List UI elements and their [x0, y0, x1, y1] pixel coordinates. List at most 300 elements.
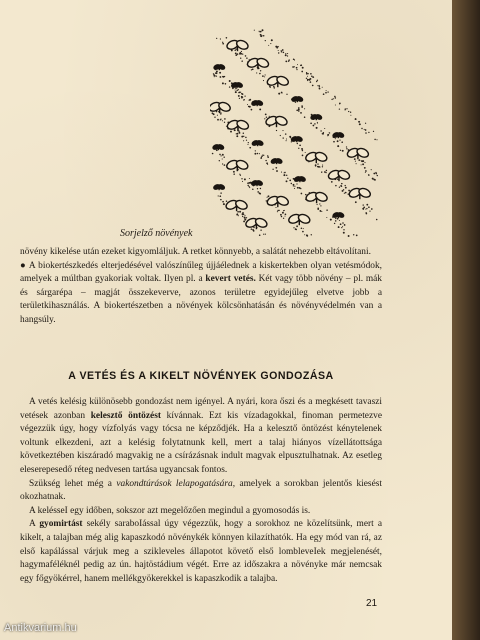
stipple-dot — [307, 73, 309, 75]
stipple-dot — [242, 93, 244, 95]
stipple-dot — [293, 186, 294, 187]
stipple-dot — [316, 127, 318, 129]
stipple-dot — [294, 66, 295, 67]
stipple-dot — [222, 154, 224, 156]
section-heading: A VETÉS ÉS A KIKELT NÖVÉNYEK GONDOZÁSA — [68, 370, 334, 382]
stipple-dot — [345, 108, 346, 109]
seedling — [327, 169, 351, 181]
stipple-dot — [235, 91, 237, 93]
stipple-dot — [365, 170, 367, 172]
seedling — [348, 187, 372, 199]
stipple-dot — [319, 203, 320, 204]
stipple-dot — [282, 92, 283, 93]
stipple-dot — [267, 197, 268, 198]
stipple-dot — [319, 88, 321, 90]
stipple-dot — [241, 51, 242, 52]
stipple-dot — [296, 225, 298, 227]
stipple-dot — [368, 132, 369, 133]
stipple-dot — [260, 34, 262, 36]
stipple-dot — [244, 219, 246, 221]
stipple-dot — [342, 150, 344, 152]
stipple-dot — [317, 85, 318, 86]
stipple-dot — [222, 163, 223, 164]
stipple-dot — [313, 125, 315, 127]
stipple-dot — [222, 43, 224, 45]
stipple-dot — [339, 108, 340, 109]
stipple-dot — [310, 73, 312, 75]
seedling — [225, 199, 249, 211]
section-paragraph-4: A gyomirtást sekély saraboIással úgy végezzük, hogy a sorokhoz ne közelítsünk, mert a kikelt, a talajban még alig kapaszkodó növénykék könnyen kilazíthatók. Ha egy mód van rá, az első kapálással várjuk meg a szikleveles állapotot követő első lombleveIek megjelenését, hagymaféléknél pedig az ún. hajtöstádium végét. Erre az időszakra a növényke már nemcsak egy főgyökérrel, hanem mellékgyökerekkel is kapaszkodik a talajba. — [20, 519, 382, 584]
stipple-dot — [259, 73, 261, 75]
stipple-dot — [276, 170, 278, 172]
stipple-dot — [246, 140, 247, 141]
stipple-dot — [365, 209, 366, 210]
stipple-dot — [251, 228, 253, 230]
stipple-dot — [281, 50, 282, 51]
stipple-dot — [334, 223, 335, 224]
stipple-dot — [289, 136, 291, 138]
stipple-dot — [241, 53, 243, 55]
stipple-dot — [220, 119, 221, 120]
stipple-dot — [241, 97, 242, 98]
stipple-dot — [235, 48, 236, 49]
stipple-dot — [220, 199, 222, 201]
stipple-dot — [242, 213, 244, 215]
stipple-dot — [310, 122, 312, 124]
stipple-dot — [223, 203, 225, 205]
stipple-dot — [259, 153, 260, 154]
stipple-dot — [216, 75, 217, 76]
stipple-dot — [300, 112, 302, 114]
stipple-dot — [340, 223, 342, 225]
stipple-dot — [363, 204, 364, 205]
seedling — [291, 136, 303, 142]
stipple-dot — [286, 94, 287, 95]
stipple-dot — [304, 234, 305, 235]
stipple-dot — [285, 53, 286, 54]
stipple-dot — [371, 208, 373, 210]
stipple-dot — [356, 235, 358, 237]
stipple-dot — [225, 83, 227, 85]
stipple-dot — [233, 173, 235, 175]
stipple-dot — [269, 86, 270, 87]
stipple-dot — [238, 215, 239, 216]
stipple-dot — [286, 140, 287, 141]
stipple-dot — [214, 76, 215, 77]
stipple-dot — [287, 53, 288, 54]
stipple-dot — [224, 118, 226, 120]
stipple-dot — [293, 58, 295, 60]
stipple-dot — [243, 99, 244, 100]
stipple-dot — [262, 75, 264, 77]
stipple-dot — [320, 205, 321, 206]
stipple-dot — [365, 172, 366, 173]
stipple-dot — [364, 129, 365, 130]
stipple-dot — [235, 54, 237, 56]
stipple-dot — [219, 154, 221, 156]
stipple-dot — [316, 81, 317, 82]
stipple-dot — [213, 113, 215, 115]
stipple-dot — [346, 148, 347, 149]
stipple-dot — [287, 55, 288, 56]
stipple-dot — [245, 137, 247, 139]
stipple-dot — [322, 165, 323, 166]
stipple-dot — [314, 123, 316, 125]
stipple-dot — [319, 86, 321, 88]
section-paragraph-2: Szükség lehet még a vakondtúrások lelapogatására, amelyek a sorokban jelentős kiesést okozhatnak. — [20, 478, 382, 503]
stipple-dot — [268, 195, 270, 197]
stipple-dot — [242, 216, 243, 217]
stipple-dot — [263, 35, 265, 37]
stipple-dot — [280, 214, 282, 216]
stipple-dot — [282, 49, 284, 51]
stipple-dot — [259, 108, 261, 110]
stipple-dot — [298, 148, 299, 149]
stipple-dot — [247, 185, 249, 187]
stipple-dot — [281, 216, 283, 218]
stipple-dot — [243, 136, 244, 137]
stipple-dot — [240, 58, 241, 59]
stipple-dot — [364, 162, 365, 163]
stipple-dot — [267, 155, 268, 156]
stipple-dot — [298, 107, 300, 109]
stipple-dot — [236, 135, 238, 137]
intro-paragraph-1: növény kikelése után ezeket kigyomláljuk. A retket könnyebb, a salátát nehezebb eltávolítani. — [20, 247, 371, 257]
stipple-dot — [241, 136, 243, 138]
stipple-dot — [260, 157, 262, 159]
stipple-dot — [243, 220, 245, 222]
stipple-dot — [216, 70, 218, 72]
stipple-dot — [345, 192, 347, 194]
stipple-dot — [327, 134, 329, 136]
stipple-dot — [348, 190, 350, 192]
stipple-dot — [219, 160, 220, 161]
stipple-dot — [283, 218, 284, 219]
stipple-dot — [257, 188, 258, 189]
stipple-dot — [355, 201, 357, 203]
stipple-dot — [246, 57, 248, 59]
stipple-dot — [335, 220, 337, 222]
stipple-dot — [335, 138, 336, 139]
stipple-dot — [265, 40, 266, 41]
seedling — [332, 132, 344, 138]
stipple-dot — [284, 172, 285, 173]
stipple-dot — [358, 159, 360, 161]
stipple-dot — [339, 220, 340, 221]
section-paragraph-3: A kelésseI egy időben, sokszor azt megelőzően megindul a gyomosodás is. — [29, 505, 311, 516]
stipple-dot — [283, 137, 284, 138]
seedling — [213, 64, 225, 70]
stipple-dot — [343, 189, 344, 190]
stipple-dot — [301, 71, 303, 73]
stipple-dot — [244, 215, 245, 216]
stipple-dot — [350, 115, 351, 116]
stipple-dot — [249, 187, 250, 188]
stipple-dot — [374, 139, 376, 141]
stipple-dot — [317, 80, 318, 81]
stipple-dot — [282, 130, 283, 131]
seedling — [210, 101, 232, 113]
stipple-dot — [260, 229, 261, 230]
stipple-dot — [335, 104, 336, 105]
stipple-dot — [281, 172, 282, 173]
stipple-dot — [317, 204, 318, 205]
stipple-dot — [346, 146, 347, 147]
stipple-dot — [216, 38, 217, 39]
stipple-dot — [224, 76, 225, 77]
seedling — [251, 100, 263, 106]
stipple-dot — [276, 130, 277, 131]
stipple-dot — [343, 232, 345, 234]
stipple-dot — [322, 166, 323, 167]
stipple-dot — [257, 191, 259, 193]
stipple-dot — [304, 116, 306, 118]
stipple-dot — [302, 231, 304, 233]
stipple-dot — [267, 156, 269, 158]
stipple-dot — [302, 67, 304, 69]
stipple-dot — [239, 174, 240, 175]
stipple-dot — [239, 53, 241, 55]
stipple-dot — [345, 185, 346, 186]
stipple-dot — [285, 213, 287, 215]
stipple-dot — [353, 234, 354, 235]
stipple-dot — [306, 78, 307, 79]
seedling — [266, 195, 290, 207]
stipple-dot — [217, 119, 219, 121]
page-number: 21 — [366, 598, 378, 609]
section-body — [20, 396, 382, 586]
stipple-dot — [271, 39, 273, 41]
stipple-dot — [241, 60, 243, 62]
stipple-dot — [325, 92, 327, 94]
stipple-dot — [263, 80, 264, 81]
stipple-dot — [322, 87, 323, 88]
stipple-dot — [259, 31, 260, 32]
stipple-dot — [260, 188, 261, 189]
stipple-dot — [222, 201, 224, 203]
stipple-dot — [327, 91, 328, 92]
stipple-dot — [220, 192, 221, 193]
stipple-dot — [359, 123, 361, 125]
stipple-dot — [355, 161, 356, 162]
stipple-dot — [238, 95, 240, 97]
stipple-dot — [377, 175, 378, 176]
stipple-dot — [333, 98, 334, 99]
stipple-dot — [235, 53, 237, 55]
stipple-dot — [301, 193, 303, 195]
seedling — [251, 180, 263, 186]
stipple-dot — [319, 210, 321, 212]
stipple-dot — [222, 158, 223, 159]
seedling — [231, 82, 243, 88]
stipple-dot — [248, 186, 249, 187]
stipple-dot — [344, 224, 345, 225]
stipple-dot — [301, 228, 303, 230]
stipple-dot — [307, 76, 308, 77]
stipple-dot — [278, 52, 279, 53]
stipple-dot — [341, 227, 342, 228]
stipple-dot — [298, 110, 299, 111]
seedling — [291, 96, 303, 102]
stipple-dot — [219, 76, 221, 78]
stipple-dot — [339, 102, 341, 104]
stipple-dot — [257, 153, 259, 155]
stipple-dot — [244, 217, 246, 219]
stipple-dot — [295, 102, 296, 103]
stipple-dot — [277, 211, 278, 212]
stipple-dot — [238, 89, 239, 90]
stipple-dot — [368, 206, 370, 208]
stipple-dot — [326, 170, 327, 171]
stipple-dot — [305, 194, 306, 195]
stipple-dot — [310, 81, 312, 83]
illustration-caption: Sorjelző növények — [120, 228, 193, 239]
stipple-dot — [214, 116, 215, 117]
stipple-dot — [362, 163, 364, 165]
stipple-dot — [217, 115, 218, 116]
stipple-dot — [342, 226, 343, 227]
stipple-dot — [306, 234, 308, 236]
stipple-dot — [223, 156, 224, 157]
stipple-dot — [345, 187, 347, 189]
stipple-dot — [288, 60, 289, 61]
stipple-dot — [354, 158, 356, 160]
stipple-dot — [264, 76, 265, 77]
stipple-dot — [287, 178, 288, 179]
stipple-dot — [256, 72, 257, 73]
stipple-dot — [282, 212, 284, 214]
watermark-text: Antikvarium.hu — [4, 622, 77, 634]
stipple-dot — [245, 55, 247, 57]
stipple-dot — [219, 72, 221, 74]
stipple-dot — [358, 121, 360, 123]
stipple-dot — [311, 234, 312, 235]
stipple-dot — [285, 133, 286, 134]
stipple-dot — [213, 74, 215, 76]
stipple-dot — [244, 178, 246, 180]
stipple-dot — [285, 216, 286, 217]
stipple-dot — [220, 38, 221, 39]
stipple-dot — [368, 174, 370, 176]
stipple-dot — [372, 178, 374, 180]
stipple-dot — [275, 207, 276, 208]
stipple-dot — [216, 72, 218, 74]
stipple-dot — [366, 204, 368, 206]
stipple-dot — [324, 171, 326, 173]
stipple-dot — [343, 229, 344, 230]
stipple-dot — [306, 72, 307, 73]
stipple-dot — [255, 150, 256, 151]
stipple-dot — [265, 234, 266, 235]
stipple-dot — [330, 219, 332, 221]
stipple-dot — [329, 132, 330, 133]
stipple-dot — [326, 90, 327, 91]
stipple-dot — [312, 85, 314, 87]
seedling — [266, 75, 290, 87]
seedling — [212, 144, 224, 150]
section-paragraph-1: A vetés kelésig különösebb gondozást nem igényel. A nyári, kora őszi és a megkésett tavaszi vetések azonban kelesztő öntözést kívánnak. Ezt kis vízadagokkal, finoman permetezve végezzük úgy, hogy vízfolyás vagy tócsa ne képződjék. Ha a kelesztő öntözést kénytelenek voltunk elkezdeni, azt a kelésig folytatnunk kell, mert a talaj hiányos vízellátottsága következtében kiszáradó magvakig ne a csírázásnak indult magvak elpusztulhatnak. Az esetleg eleserepesedő réteg nedvesen tartása ugyancsak fontos. — [20, 397, 382, 475]
stipple-dot — [338, 226, 340, 228]
stipple-dot — [342, 222, 344, 224]
stipple-dot — [344, 193, 345, 194]
stipple-dot — [323, 93, 325, 95]
stipple-dot — [265, 114, 267, 116]
stipple-dot — [299, 144, 301, 146]
seedling — [244, 217, 268, 229]
stipple-dot — [239, 98, 240, 99]
stipple-dot — [350, 112, 351, 113]
stipple-dot — [226, 201, 227, 202]
stipple-dot — [321, 211, 322, 212]
seedling-rows-illustration — [210, 28, 380, 240]
stipple-dot — [362, 208, 364, 210]
stipple-dot — [224, 164, 226, 166]
stipple-dot — [251, 109, 253, 111]
stipple-dot — [220, 113, 221, 114]
stipple-dot — [294, 188, 295, 189]
stipple-dot — [260, 70, 261, 71]
stipple-dot — [243, 140, 244, 141]
stipple-dot — [364, 167, 366, 169]
stipple-dot — [275, 167, 277, 169]
stipple-dot — [283, 52, 285, 54]
stipple-dot — [234, 50, 235, 51]
stipple-dot — [221, 155, 222, 156]
stipple-dot — [239, 132, 240, 133]
stipple-dot — [247, 182, 249, 184]
stipple-dot — [254, 153, 256, 155]
stipple-dot — [265, 74, 266, 75]
stipple-dot — [337, 179, 338, 180]
stipple-dot — [242, 53, 243, 54]
stipple-dot — [268, 45, 269, 46]
stipple-dot — [305, 152, 306, 153]
stipple-dot — [229, 80, 231, 82]
stipple-dot — [249, 147, 251, 149]
stipple-dot — [307, 79, 309, 81]
seedling — [305, 191, 329, 203]
stipple-dot — [238, 92, 239, 93]
stipple-dot — [264, 118, 265, 119]
stipple-dot — [239, 211, 241, 213]
stipple-dot — [222, 120, 223, 121]
stipple-dot — [356, 163, 357, 164]
stipple-dot — [252, 68, 254, 70]
stipple-dot — [259, 192, 261, 194]
stipple-dot — [219, 195, 221, 197]
stipple-dot — [366, 213, 368, 215]
seedling — [271, 158, 283, 164]
seedling — [332, 212, 344, 218]
stipple-dot — [321, 171, 322, 172]
stipple-dot — [376, 219, 378, 221]
stipple-dot — [237, 211, 239, 213]
stipple-dot — [337, 140, 339, 142]
stipple-dot — [361, 128, 362, 129]
seedling — [246, 57, 270, 69]
stipple-dot — [339, 187, 340, 188]
seedling — [287, 213, 311, 225]
stipple-dot — [293, 227, 294, 228]
stipple-dot — [233, 171, 235, 173]
stipple-dot — [340, 185, 342, 187]
seedling — [252, 140, 264, 146]
stipple-dot — [339, 139, 340, 140]
stipple-dot — [263, 234, 264, 235]
stipple-dot — [291, 183, 292, 184]
stipple-dot — [302, 150, 303, 151]
stipple-dot — [222, 42, 223, 43]
